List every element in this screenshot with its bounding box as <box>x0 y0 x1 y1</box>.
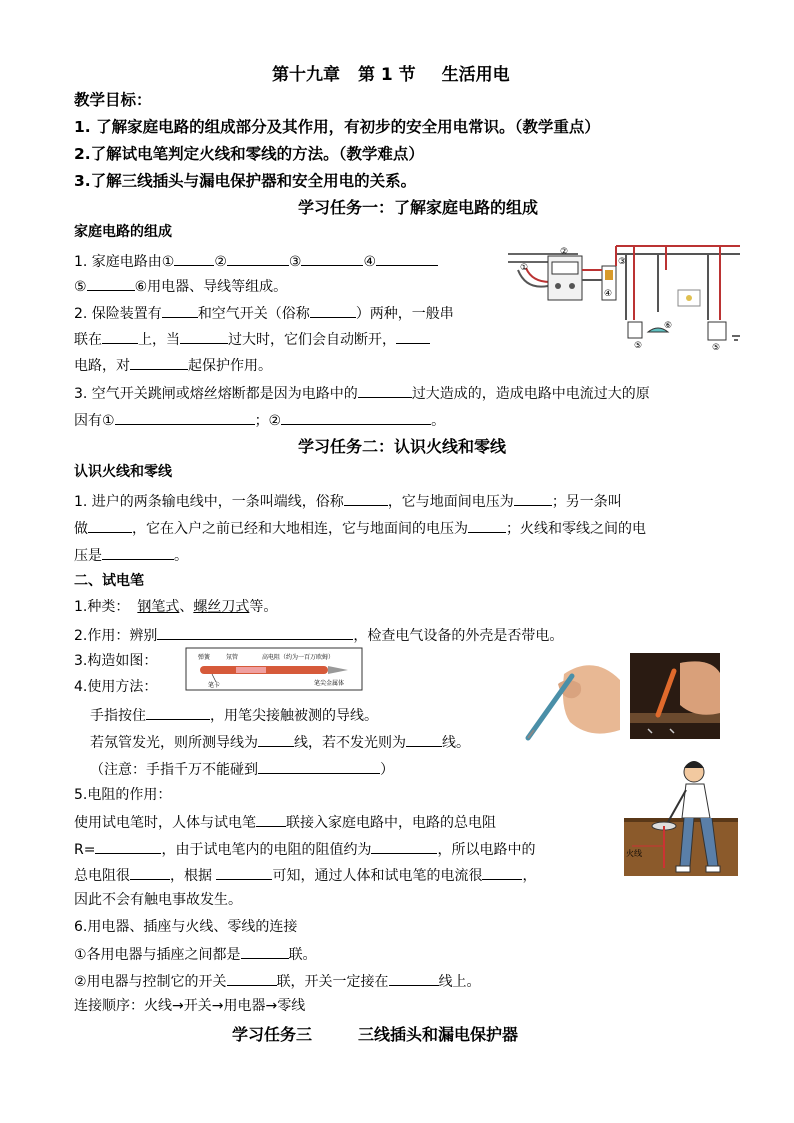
fig-label-fire-wire: 火线 <box>626 849 642 858</box>
task3-heading: 学习任务三 三线插头和漏电保护器 <box>232 1025 519 1044</box>
goal-item-2: 2.了解试电笔判定火线和零线的方法。（教学难点） <box>74 145 424 163</box>
resist-line3: 总电阻很 ，根据 可知，通过人体和试电笔的电流很 ， <box>74 864 536 886</box>
pen-heading: 二、试电笔 <box>74 573 144 589</box>
resist-line2: R= ，由于试电笔内的电阻的阻值约为 ，所以电路中的 <box>74 838 535 860</box>
pen-use: 2.作用：辨别 ，检查电气设备的外壳是否带电。 <box>74 624 563 646</box>
task1-q2-line1: 2. 保险装置有 和空气开关（俗称 ）两种，一般串 <box>74 302 454 324</box>
connect-line2: ②用电器与控制它的开关 联，开关一定接在 线上。 <box>74 970 481 992</box>
task2-subheading: 认识火线和零线 <box>74 464 172 480</box>
goal-item-1: 1. 了解家庭电路的组成部分及其作用，有初步的安全用电常识。（教学重点） <box>74 118 600 136</box>
diagram-label-6: ⑥ <box>664 321 673 331</box>
task1-q3-line1: 3. 空气开关跳闸或熔丝熔断都是因为电路中的 过大造成的，造成电路中电流过大的原 <box>74 382 650 404</box>
test-pen-structure-figure <box>186 648 362 690</box>
task1-heading: 学习任务一：了解家庭电路的组成 <box>298 198 539 217</box>
diagram-label-4: ④ <box>604 289 613 299</box>
goal-item-3: 3.了解三线插头与漏电保护器和安全用电的关系。 <box>74 172 417 190</box>
pen-method-note: （注意：手指千万不能碰到 ） <box>90 758 394 780</box>
fig-label-spring: 弹簧 <box>198 654 211 661</box>
fig-label-neon: 氖管 <box>226 654 239 661</box>
goals-heading: 教学目标： <box>74 91 152 109</box>
task1-q1-line2: ⑤ ⑥用电器、导线等组成。 <box>74 275 287 297</box>
connect-order: 连接顺序：火线→开关→用电器→零线 <box>74 998 306 1014</box>
fig-label-resistor: 高电阻（约为一百万欧姆） <box>262 654 335 661</box>
pen-testing-photo <box>630 653 720 739</box>
task1-subheading: 家庭电路的组成 <box>74 224 172 240</box>
connect-line1: ①各用电器与插座之间都是 联。 <box>74 943 317 965</box>
fig-label-tip: 笔尖金属体 <box>314 680 345 687</box>
fig-label-cap: 笔卡 <box>208 682 221 689</box>
diagram-label-1: ① <box>520 263 529 273</box>
task2-heading: 学习任务二：认识火线和零线 <box>298 437 507 456</box>
diagram-label-2: ② <box>560 247 569 257</box>
connect-heading: 6.用电器、插座与火线、零线的连接 <box>74 919 298 935</box>
resist-line4: 因此不会有触电事故发生。 <box>74 892 242 908</box>
pen-kinds: 1.种类： 钢笔式、螺丝刀式等。 <box>74 599 278 615</box>
task2-q1-line3: 压是 。 <box>74 544 188 566</box>
hand-holding-pen-image <box>524 654 622 740</box>
diagram-label-5: ⑤ <box>634 341 643 351</box>
resist-heading: 5.电阻的作用： <box>74 787 172 803</box>
resist-line1: 使用试电笔时，人体与试电笔 联接入家庭电路中，电路的总电阻 <box>74 811 496 833</box>
pen-method: 4.使用方法： <box>74 679 158 695</box>
task2-q1-line1: 1. 进户的两条输电线中，一条叫端线，俗称 ，它与地面间电压为 ；另一条叫 <box>74 490 622 512</box>
pen-method-line2: 若氖管发光，则所测导线为 线，若不发光则为 线。 <box>90 731 470 753</box>
pen-structure: 3.构造如图： <box>74 653 158 669</box>
task1-q2-line3: 电路，对 起保护作用。 <box>74 354 272 376</box>
diagram-label-3: ③ <box>618 257 627 267</box>
household-circuit-diagram <box>508 240 740 358</box>
task1-q3-line2: 因有① ；② 。 <box>74 409 445 431</box>
diagram-label-7: ⑤ <box>712 343 721 353</box>
task2-q1-line2: 做 ，它在入户之前已经和大地相连，它与地面间的电压为 ；火线和零线之间的电 <box>74 517 646 539</box>
person-testing-wire-illustration <box>624 756 738 876</box>
page-title: 第十九章 第 1 节 生活用电 <box>272 65 510 85</box>
pen-method-line1: 手指按住 ，用笔尖接触被测的导线。 <box>90 704 378 726</box>
task1-q1-line1: 1. 家庭电路由① ② ③ ④ <box>74 250 438 272</box>
task1-q2-line2: 联在 上，当 过大时，它们会自动断开， <box>74 328 430 350</box>
